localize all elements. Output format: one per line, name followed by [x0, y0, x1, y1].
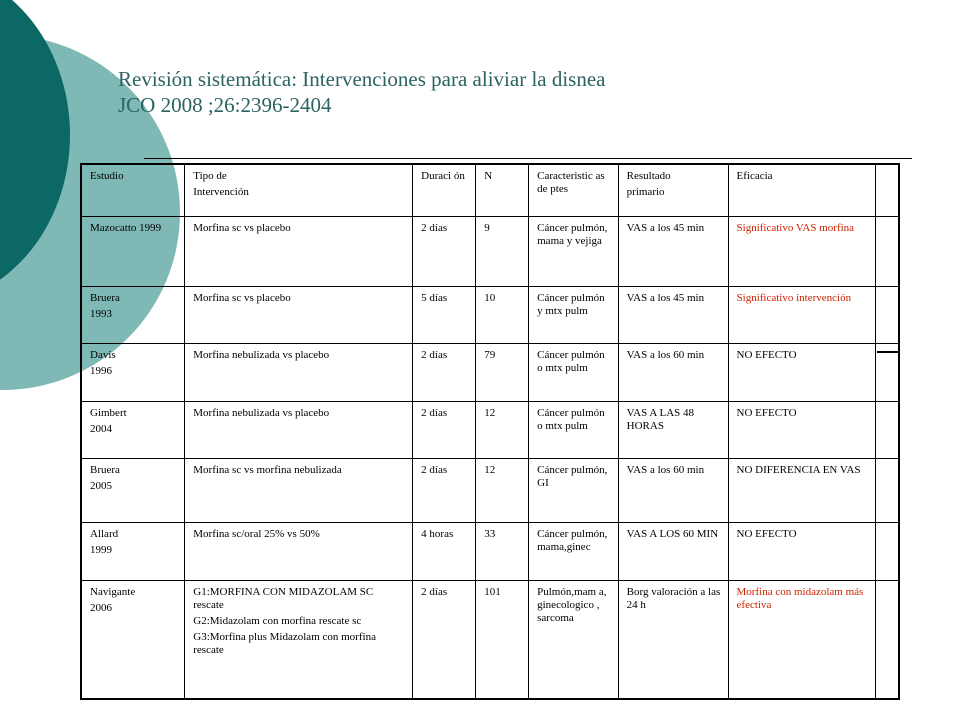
header-duracion: Duraci ón — [413, 164, 476, 216]
slide-title — [118, 66, 606, 118]
cell-duracion: 2 días — [413, 343, 476, 401]
study-name: Navigante — [90, 585, 136, 598]
study-year: 1996 — [90, 364, 112, 377]
cell-duracion: 5 días — [413, 286, 476, 343]
cell-n: 101 — [476, 580, 529, 699]
header-estudio: Estudio — [81, 164, 185, 216]
cell-resultado: VAS a los 60 min — [618, 343, 728, 401]
header-blank — [876, 164, 899, 216]
intervention-line: Morfina nebulizada vs placebo — [193, 406, 330, 419]
cell-n: 10 — [476, 286, 529, 343]
studies-table — [80, 163, 900, 700]
cell-tipo — [185, 286, 413, 343]
cell-estudio — [81, 458, 185, 522]
cell-blank — [876, 286, 899, 343]
cell-n: 79 — [476, 343, 529, 401]
cell-resultado: VAS a los 45 min — [618, 216, 728, 286]
header-resultado: Resultado primario — [618, 164, 728, 216]
cell-caracteristicas: Cáncer pulmón, mama y vejiga — [529, 216, 619, 286]
study-name: Mazocatto 1999 — [90, 221, 162, 234]
cell-n: 12 — [476, 458, 529, 522]
study-year: 1999 — [90, 543, 112, 556]
cell-estudio — [81, 286, 185, 343]
cell-estudio — [81, 343, 185, 401]
table-row — [81, 522, 899, 580]
cell-n: 33 — [476, 522, 529, 580]
title-divider — [144, 158, 912, 159]
intervention-line: Morfina sc vs placebo — [193, 221, 291, 234]
cell-caracteristicas: Cáncer pulmón y mtx pulm — [529, 286, 619, 343]
table-row — [81, 580, 899, 699]
cell-eficacia: Significativo intervención — [728, 286, 876, 343]
header-tipo: Tipo de Intervención — [185, 164, 413, 216]
cell-blank — [876, 458, 899, 522]
cell-caracteristicas: Pulmón,mam a, ginecologico , sarcoma — [529, 580, 619, 699]
cell-tipo — [185, 580, 413, 699]
cell-blank — [876, 216, 899, 286]
cell-estudio — [81, 522, 185, 580]
intervention-line: Morfina sc/oral 25% vs 50% — [193, 527, 320, 540]
cell-estudio — [81, 401, 185, 458]
study-name: Allard — [90, 527, 119, 540]
cell-eficacia: NO EFECTO — [728, 401, 876, 458]
table-row — [81, 216, 899, 286]
table-row — [81, 458, 899, 522]
study-name: Davis — [90, 348, 116, 361]
study-name: Bruera — [90, 291, 120, 304]
cell-blank — [876, 580, 899, 699]
cell-n: 9 — [476, 216, 529, 286]
intervention-line: G3:Morfina plus Midazolam con morfina rescate — [193, 630, 376, 656]
intervention-line: Morfina sc vs morfina nebulizada — [193, 463, 342, 476]
cell-caracteristicas: Cáncer pulmón o mtx pulm — [529, 343, 619, 401]
header-eficacia: Eficacia — [728, 164, 876, 216]
cell-duracion: 2 días — [413, 216, 476, 286]
cell-resultado: VAS A LOS 60 MIN — [618, 522, 728, 580]
table-row — [81, 343, 899, 401]
cell-tipo — [185, 458, 413, 522]
cell-resultado: VAS A LAS 48 HORAS — [618, 401, 728, 458]
study-year: 2006 — [90, 601, 112, 614]
study-year: 1993 — [90, 307, 112, 320]
cell-resultado: Borg valoración a las 24 h — [618, 580, 728, 699]
cell-eficacia: NO DIFERENCIA EN VAS — [728, 458, 876, 522]
intervention-line: Morfina nebulizada vs placebo — [193, 348, 330, 361]
slide-title-line-2: JCO 2008 ;26:2396-2404 — [118, 93, 332, 117]
cell-duracion: 2 días — [413, 580, 476, 699]
cell-eficacia: NO EFECTO — [728, 522, 876, 580]
cell-tipo — [185, 216, 413, 286]
intervention-line: Morfina sc vs placebo — [193, 291, 291, 304]
cell-caracteristicas: Cáncer pulmón, mama,ginec — [529, 522, 619, 580]
cell-eficacia: NO EFECTO — [728, 343, 876, 401]
study-name: Gimbert — [90, 406, 127, 419]
cell-caracteristicas: Cáncer pulmón, GI — [529, 458, 619, 522]
cell-caracteristicas: Cáncer pulmón o mtx pulm — [529, 401, 619, 458]
intervention-line: G2:Midazolam con morfina rescate sc — [193, 614, 362, 627]
cell-duracion: 2 días — [413, 401, 476, 458]
table-row — [81, 286, 899, 343]
intervention-line: G1:MORFINA CON MIDAZOLAM SC rescate — [193, 585, 374, 611]
cell-tipo — [185, 343, 413, 401]
table-edge-mark — [877, 351, 900, 353]
cell-blank — [876, 522, 899, 580]
cell-tipo — [185, 401, 413, 458]
slide-title-line-1: Revisión sistemática: Intervenciones para aliviar la disnea — [118, 67, 606, 91]
cell-blank — [876, 401, 899, 458]
header-caracteristicas: Caracteristic as de ptes — [529, 164, 619, 216]
study-year: 2005 — [90, 479, 112, 492]
cell-tipo — [185, 522, 413, 580]
cell-estudio — [81, 216, 185, 286]
cell-n: 12 — [476, 401, 529, 458]
table-header-row — [81, 164, 899, 216]
cell-duracion: 4 horas — [413, 522, 476, 580]
cell-eficacia: Morfina con midazolam más efectiva — [728, 580, 876, 699]
cell-resultado: VAS a los 45 min — [618, 286, 728, 343]
study-year: 2004 — [90, 422, 112, 435]
cell-eficacia: Significativo VAS morfina — [728, 216, 876, 286]
cell-resultado: VAS a los 60 min — [618, 458, 728, 522]
table-row — [81, 401, 899, 458]
header-n: N — [476, 164, 529, 216]
cell-duracion: 2 días — [413, 458, 476, 522]
cell-estudio — [81, 580, 185, 699]
study-name: Bruera — [90, 463, 120, 476]
